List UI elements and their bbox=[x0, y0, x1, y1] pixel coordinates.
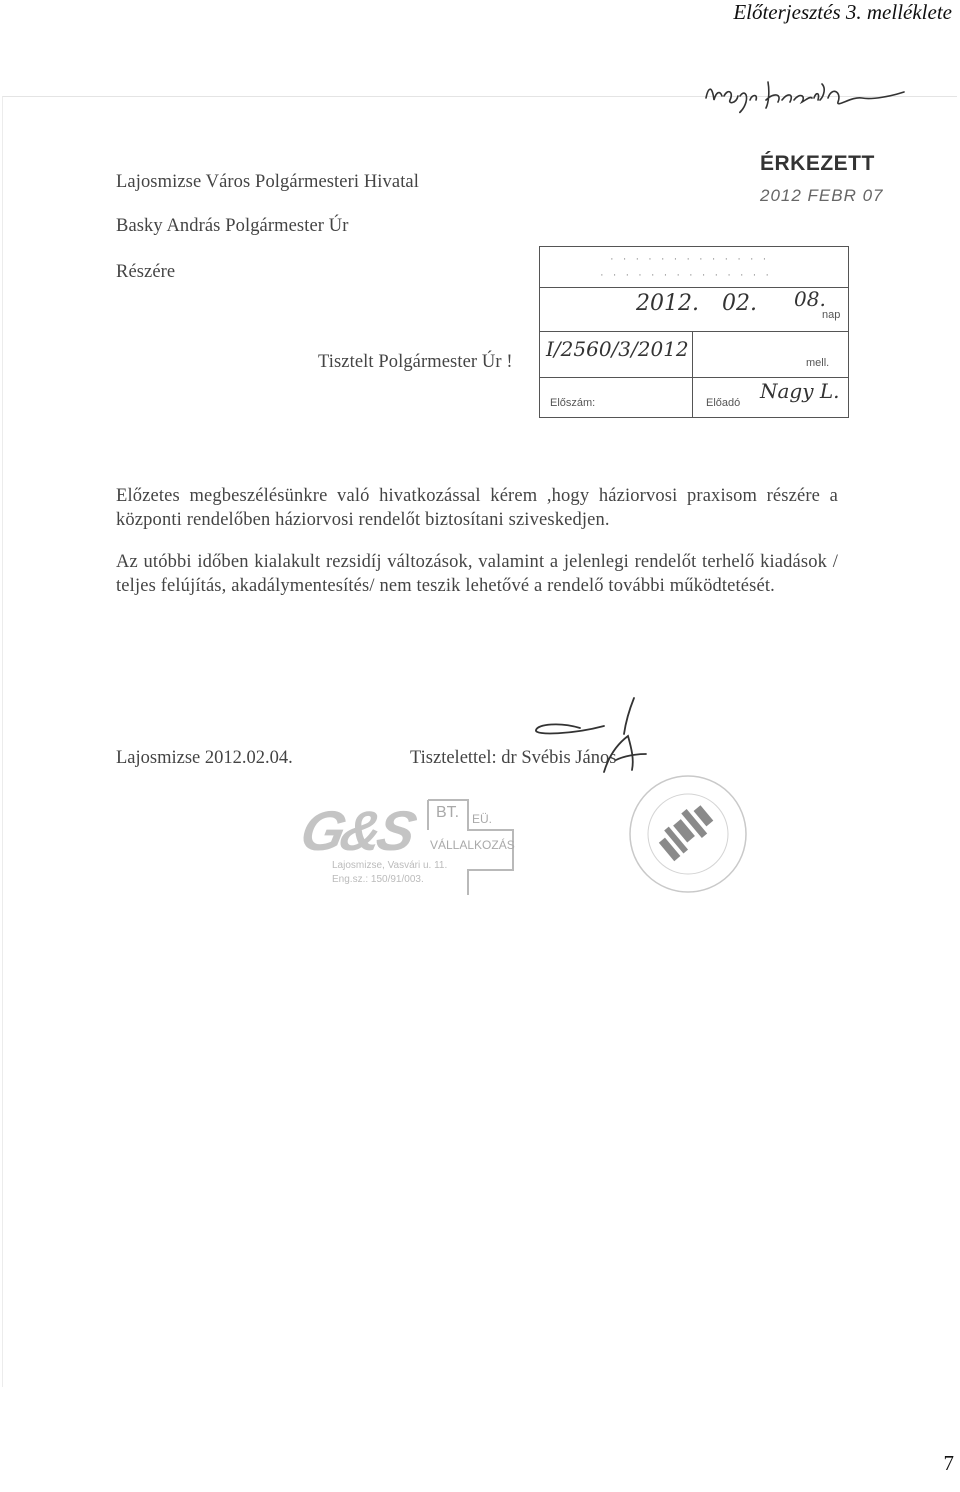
body-paragraph-request bbox=[116, 484, 838, 532]
page-header-title: Előterjesztés 3. melléklete bbox=[733, 0, 952, 24]
recipient-line-attention: Részére bbox=[116, 262, 176, 282]
stamp-hand-day: 08. bbox=[794, 287, 826, 311]
stamp-hand-number: I/2560/3/2012 bbox=[546, 337, 689, 361]
stamp-hand-month: 02. bbox=[722, 291, 757, 316]
body-paragraph-costs bbox=[116, 550, 838, 598]
stamp-attach-label: mell. bbox=[806, 357, 830, 369]
stamp-eloado-label: Előadó bbox=[706, 397, 741, 409]
received-stamp-date: 2012 FEBR 07 bbox=[760, 186, 884, 205]
body-paragraph-2-text: Az utóbbi időben kialakult rezsidíj változások, valamint a jelenlegi rendelőt terhelő kiadások / teljes felújítás, akadálymentesítés/ nem teszik lehetővé a rendelő további működtetését. bbox=[116, 552, 838, 596]
recipient-line-mayor: Basky András Polgármester Úr bbox=[116, 216, 349, 236]
closing-regards: Tisztelettel: dr Svébis János bbox=[410, 748, 617, 768]
company-stamp-bt: BT. bbox=[436, 804, 460, 821]
body-paragraph-1-text: Előzetes megbeszélésünkre való hivatkozással kérem ,hogy háziorvosi praxisom részére a központi rendelőben háziorvosi rendelőt biztosítani sziveskedjen. bbox=[116, 486, 838, 530]
salutation: Tisztelt Polgármester Úr ! bbox=[318, 352, 513, 372]
page-number: 7 bbox=[943, 1451, 954, 1475]
stamp-divider bbox=[692, 331, 693, 417]
recipient-line-office: Lajosmizse Város Polgármesteri Hivatal bbox=[116, 172, 419, 192]
company-stamp-eu: EÜ. bbox=[472, 812, 493, 826]
stamp-hand-eloado: Nagy L. bbox=[760, 379, 840, 403]
stamp-faint-header: · · · · · · · · · · · · · bbox=[610, 253, 770, 265]
company-stamp-address: Lajosmizse, Vasvári u. 11. bbox=[332, 860, 448, 871]
company-stamp-code: Eng.sz.: 150/91/003. bbox=[332, 874, 424, 885]
stamp-faint-header: · · · · · · · · · · · · · · bbox=[600, 269, 773, 281]
company-stamp-vallalkozas: VÁLLALKOZÁS bbox=[430, 838, 515, 852]
stamp-elozam-label: Előszám: bbox=[550, 397, 596, 409]
company-stamp-logo: G&S bbox=[295, 799, 419, 862]
stamp-rule bbox=[540, 331, 848, 332]
stamp-hand-year: 2012. bbox=[636, 291, 699, 316]
stamp-rule bbox=[540, 377, 848, 378]
round-seal bbox=[622, 770, 754, 898]
stamp-day-label: nap bbox=[822, 309, 841, 321]
company-stamp bbox=[295, 790, 528, 900]
registry-stamp bbox=[539, 246, 849, 418]
closing-place-date: Lajosmizse 2012.02.04. bbox=[116, 748, 293, 768]
handwritten-note-signature bbox=[702, 70, 908, 122]
received-stamp-label: ÉRKEZETT bbox=[760, 152, 875, 175]
